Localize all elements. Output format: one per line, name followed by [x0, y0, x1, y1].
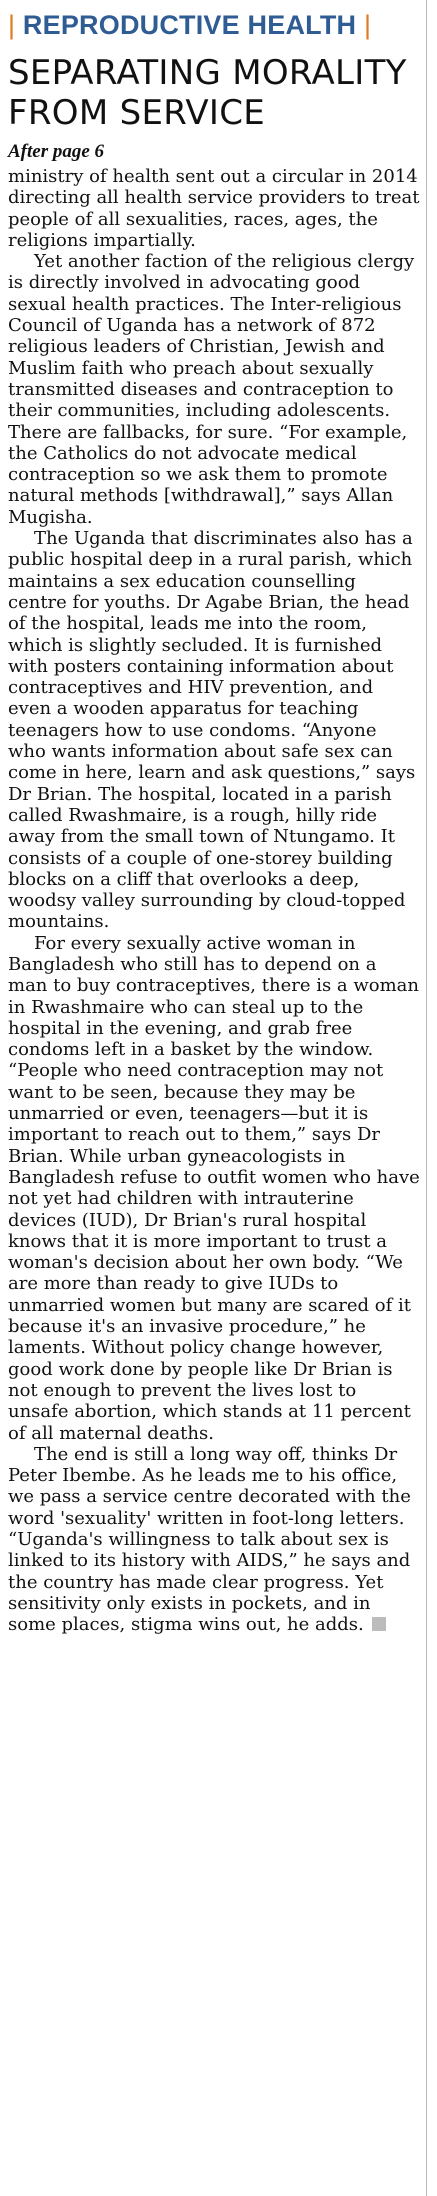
- column-divider: [426, 0, 427, 2196]
- headline-line-1: SEPARATING MORALITY: [8, 53, 407, 93]
- paragraph-2: Yet another faction of the religious clergy is directly involved in advocating good sexual health practices. The Inter-religious Council of Uganda has a network of 872 religious leaders of Christian, Jewish and Muslim faith who preach about sexually transmitted diseases and contraception to their communities, including adolescents. There are fallbacks, for sure. “For example, the Catholics do not advocate medical contraception so we ask them to promote natural methods [withdrawal],” says Allan Mugisha.: [8, 251, 415, 528]
- section-bar-right: |: [363, 10, 372, 40]
- headline-line-2: FROM SERVICE: [8, 93, 266, 133]
- section-header: [8, 8, 371, 42]
- paragraph-3: The Uganda that discriminates also has a public hospital deep in a rural parish, which maintains a sex education counselling centre for youths. Dr Agabe Brian, the head of the hospital, leads me into the room, which is slightly secluded. It is furnished with posters containing information about contraceptives and HIV prevention, and even a wooden apparatus for teaching teenagers how to use condoms. “Anyone who wants information about safe sex can come in here, learn and ask questions,” says Dr Brian. The hospital, located in a parish called Rwashmaire, is a rough, hilly ride away from the small town of Ntungamo. It consists of a couple of one-storey building blocks on a cliff that overlooks a deep, woodsy valley surrounding by cloud-topped mountains.: [8, 528, 416, 933]
- section-bar-left: |: [8, 10, 16, 40]
- end-mark-icon: [372, 1617, 386, 1631]
- paragraph-5-text: The end is still a long way off, thinks Dr Peter Ibembe. As he leads me to his office, we pass a service centre decorated with the word 'sexuality' written in foot-long letters. “Uganda's willingness to talk about sex is linked to its history with AIDS,” he says and the country has made clear progress. Yet sensitivity only exists in pockets, and in some places, stigma wins out, he adds.: [8, 1443, 411, 1636]
- paragraph-5: [8, 1444, 420, 1636]
- article-body: [8, 166, 420, 1635]
- jump-line: After page 6: [8, 141, 105, 162]
- section-label: REPRODUCTIVE HEALTH: [22, 10, 357, 40]
- paragraph-1: ministry of health sent out a circular in 2014 directing all health service providers to treat people of all sexualities, races, ages, the religions impartially.: [8, 166, 420, 251]
- paragraph-4: For every sexually active woman in Bangladesh who still has to depend on a man to buy contraceptives, there is a woman in Rwashmaire who can steal up to the hospital in the evening, and grab free condoms left in a basket by the window. “People who need contraception may not want to be seen, because they may be unmarried or even, teenagers—but it is important to reach out to them,” says Dr Brian. While urban gyneacologists in Bangladesh refuse to outfit women who have not yet had children with intrauterine devices (IUD), Dr Brian's rural hospital knows that it is more important to trust a woman's decision about her own body. “We are more than ready to give IUDs to unmarried women but many are scared of it because it's an invasive procedure,” he laments. Without policy change however, good work done by people like Dr Brian is not enough to prevent the lives lost to unsafe abortion, which stands at 11 percent of all maternal deaths.: [8, 932, 420, 1444]
- headline: [8, 53, 420, 133]
